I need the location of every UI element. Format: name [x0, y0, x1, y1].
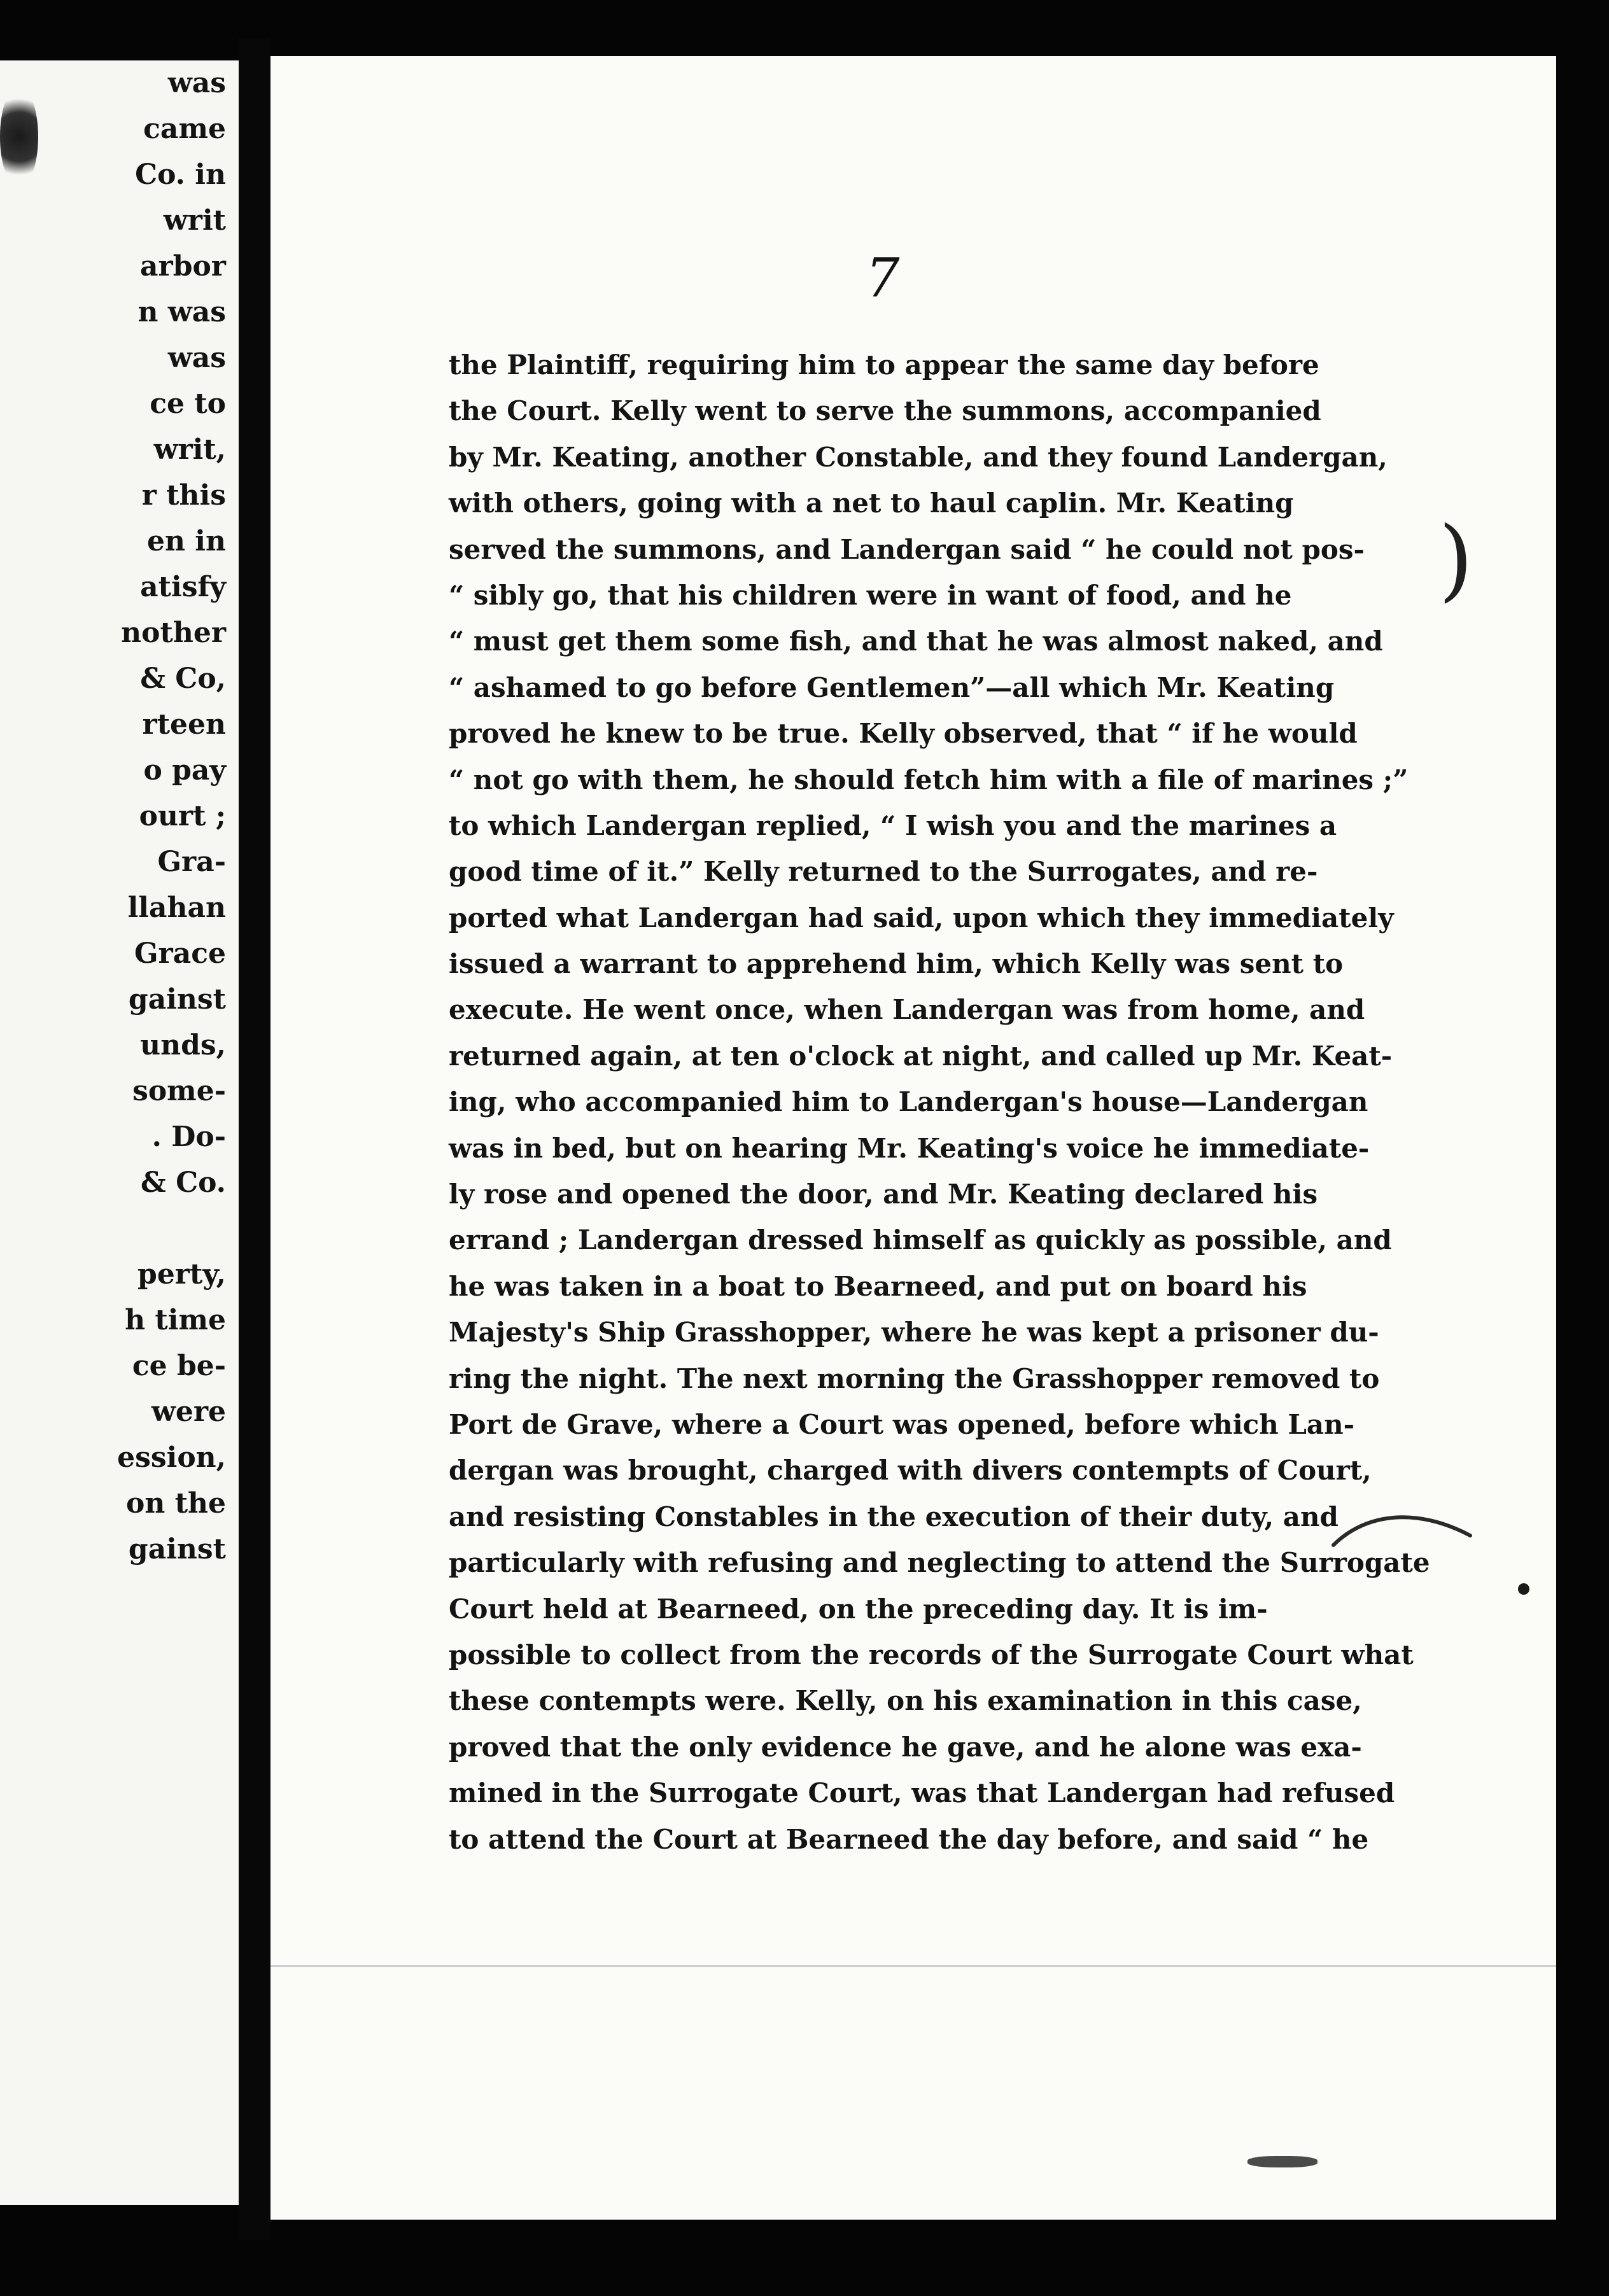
left-page-fragment: was	[167, 342, 226, 374]
text-line: to which Landergan replied, “ I wish you and the marines a	[449, 809, 1337, 841]
left-page-fragment: ce to	[150, 388, 226, 420]
left-page-fragment: atisfy	[140, 571, 226, 603]
text-line: Majesty's Ship Grasshopper, where he was kept a prisoner du-	[449, 1317, 1379, 1348]
text-line: these contempts were. Kelly, on his examination in this case,	[449, 1685, 1362, 1717]
left-page-fragment: n was	[137, 296, 226, 328]
left-page-fragment: were	[151, 1396, 226, 1428]
text-line: issued a warrant to apprehend him, which Kelly was sent to	[449, 948, 1344, 980]
left-page-fragment: perty,	[137, 1258, 226, 1291]
text-line: with others, going with a net to haul caplin. Mr. Keating	[449, 487, 1294, 519]
left-page-fragment: & Co.	[141, 1166, 226, 1199]
main-page	[271, 56, 1556, 2220]
text-line: mined in the Surrogate Court, was that Landergan had refused	[449, 1777, 1395, 1809]
left-page-fragment: rteen	[142, 708, 226, 741]
left-page-fragment: ce be-	[132, 1350, 226, 1382]
left-page-fragment: Gra-	[157, 846, 226, 878]
left-page-fragment: o pay	[143, 754, 226, 787]
text-line: good time of it.” Kelly returned to the Surrogates, and re-	[449, 856, 1318, 888]
left-page-fragment: some-	[132, 1075, 226, 1107]
body-text	[449, 342, 1556, 1863]
text-line: returned again, at ten o'clock at night, and called up Mr. Keat-	[449, 1040, 1393, 1072]
text-line: “ not go with them, he should fetch him with a file of marines ;”	[449, 764, 1409, 795]
margin-ink-dot	[1518, 1583, 1529, 1595]
text-line: by Mr. Keating, another Constable, and they found Landergan,	[449, 441, 1388, 473]
ink-blot	[0, 86, 38, 188]
ink-smudge	[1247, 2156, 1317, 2167]
left-page-fragment: & Co,	[140, 662, 226, 695]
text-line: ly rose and opened the door, and Mr. Keating declared his	[449, 1179, 1318, 1210]
text-line: the Plaintiff, requiring him to appear the same day before	[449, 349, 1319, 381]
left-page-fragment: ession,	[117, 1441, 226, 1474]
left-page-fragment: unds,	[140, 1029, 226, 1061]
left-page-fragment: came	[143, 113, 226, 145]
text-line: “ must get them some fish, and that he was almost naked, and	[449, 626, 1383, 657]
left-page-fragment: gainst	[128, 983, 226, 1016]
left-page-fragment: r this	[141, 479, 226, 512]
text-line: the Court. Kelly went to serve the summons, accompanied	[449, 395, 1321, 427]
left-page-fragment: Grace	[134, 937, 226, 970]
text-line: “ sibly go, that his children were in want of food, and he	[449, 579, 1292, 611]
left-page-fragment: Co. in	[135, 158, 226, 191]
text-line: errand ; Landergan dressed himself as quickly as possible, and	[449, 1224, 1392, 1256]
text-line: proved that the only evidence he gave, and he alone was exa-	[449, 1731, 1362, 1763]
text-line: dergan was brought, charged with divers contempts of Court,	[449, 1455, 1372, 1487]
left-page-fragment: en in	[146, 525, 226, 557]
text-line: served the summons, and Landergan said “ he could not pos-	[449, 533, 1365, 565]
left-page-blank-line	[117, 1206, 226, 1252]
left-page-fragment: writ,	[153, 433, 226, 466]
text-line: to attend the Court at Bearneed the day before, and said “ he	[449, 1823, 1369, 1855]
margin-bracket-mark: )	[1438, 508, 1473, 612]
book-gutter	[239, 38, 271, 2240]
left-page-fragment: h time	[125, 1304, 226, 1336]
text-line: “ ashamed to go before Gentlemen”—all which Mr. Keating	[449, 671, 1335, 703]
text-line: ing, who accompanied him to Landergan's house—Landergan	[449, 1086, 1368, 1118]
left-page-fragment: writ	[163, 204, 226, 237]
left-page-fragment: ourt ;	[139, 800, 226, 832]
margin-pen-stroke	[1327, 1501, 1480, 1558]
text-line: possible to collect from the records of the Surrogate Court what	[449, 1639, 1414, 1670]
text-line: Port de Grave, where a Court was opened, before which Lan-	[449, 1408, 1355, 1440]
left-page-fragment: gainst	[128, 1533, 226, 1565]
text-line: execute. He went once, when Landergan was from home, and	[449, 994, 1365, 1026]
text-line: Court held at Bearneed, on the preceding day. It is im-	[449, 1593, 1268, 1625]
text-line: and resisting Constables in the execution of their duty, and	[449, 1501, 1338, 1532]
page-fold-line	[271, 1965, 1556, 1967]
left-page-fragment: nother	[121, 617, 226, 649]
page-number: 7	[866, 247, 900, 309]
text-line: proved he knew to be true. Kelly observed, that “ if he would	[449, 718, 1358, 750]
text-line: particularly with refusing and neglecting to attend the Surrogate	[449, 1547, 1430, 1579]
left-page-line-fragments	[117, 60, 226, 1572]
left-page-fragment: on the	[126, 1487, 226, 1520]
text-line: ported what Landergan had said, upon which they immediately	[449, 902, 1394, 934]
left-page-fragment: arbor	[140, 250, 226, 283]
text-line: he was taken in a boat to Bearneed, and put on board his	[449, 1270, 1307, 1302]
text-line: ring the night. The next morning the Grasshopper removed to	[449, 1362, 1380, 1394]
left-page-fragment: was	[167, 67, 226, 99]
text-line: was in bed, but on hearing Mr. Keating's voice he immediate-	[449, 1132, 1370, 1164]
left-facing-page	[0, 60, 239, 2205]
left-page-fragment: llahan	[127, 892, 226, 924]
left-page-fragment: . Do-	[151, 1121, 226, 1153]
